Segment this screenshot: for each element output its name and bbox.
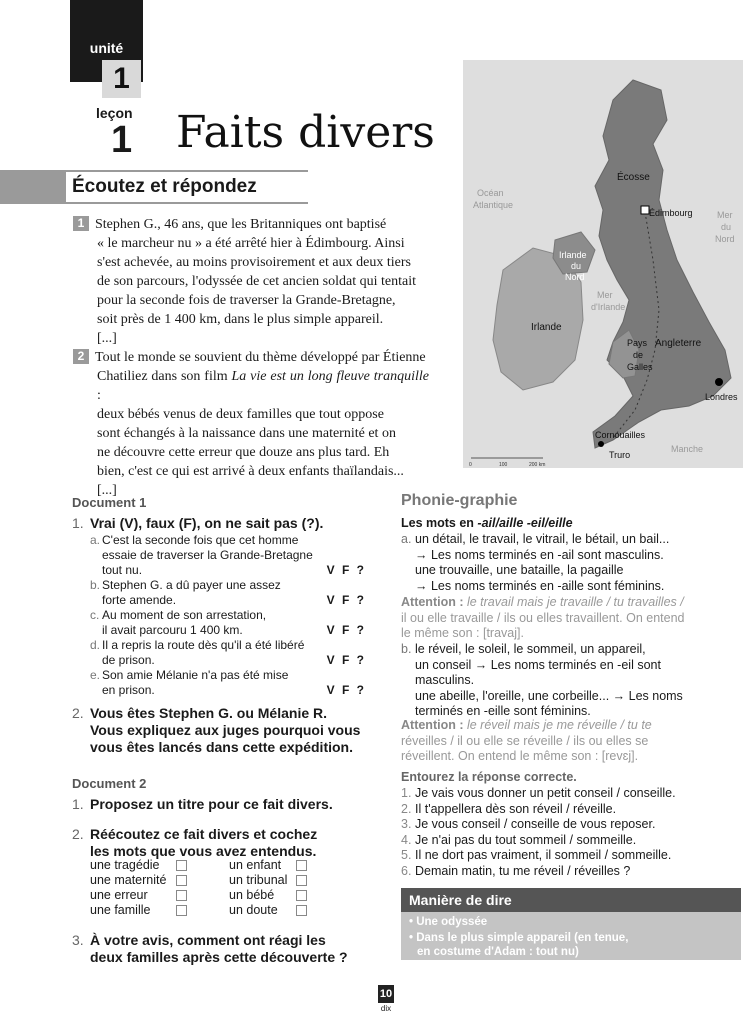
question-text: Proposez un titre pour ce fait divers. (90, 796, 333, 812)
page-number-text: dix (380, 1004, 392, 1013)
item-letter: b. (90, 578, 101, 592)
word-label: un bébé (229, 888, 275, 902)
attention-label: Attention : (401, 718, 464, 732)
word-checkbox[interactable] (296, 905, 307, 916)
paragraph-line: soit près de 1 400 km, dans le plus simple appareil. (97, 312, 384, 327)
item-line: Son amie Mélanie n'a pas été mise (102, 668, 289, 682)
paragraph-2 (73, 348, 429, 500)
item-number: 6. (401, 863, 412, 878)
scale-label: 100 (499, 462, 508, 468)
item-letter: c. (90, 608, 100, 622)
truro-label: Truro (609, 450, 631, 460)
question-text: À votre avis, comment ont réagi les (90, 932, 326, 948)
subheading-text: Les mots en (401, 516, 478, 530)
item-number: 4. (401, 832, 412, 847)
word-label: une tragédie (90, 858, 160, 872)
irlande-label: Irlande (531, 322, 562, 333)
phonie-a (401, 532, 721, 594)
uk-map (463, 60, 743, 468)
paragraph-line: « le marcheur nu » a été arrêté hier à Édimbourg. Ainsi (97, 236, 405, 251)
pays-galles-label: Pays (627, 338, 648, 348)
attention-line: réveilles / il ou elle se réveille / ils ou elles se (401, 733, 649, 748)
film-title: La vie est un long fleuve tranquille (231, 369, 429, 384)
question-number: 2. (72, 826, 84, 842)
item-line: forte amende. (102, 593, 177, 607)
doc2-question-2 (72, 826, 382, 860)
word-checkbox[interactable] (296, 890, 307, 901)
list-item[interactable] (401, 864, 721, 880)
doc2-question-3 (72, 932, 382, 966)
phonie-line: le réveil, le soleil, le sommeil, un appareil, (415, 642, 646, 656)
section-title: Écoutez et répondez (66, 172, 308, 202)
vf-choice[interactable]: V F ? (326, 593, 366, 607)
paragraph-line: ne découvre cette erreur que douze ans plus tard. Eh (97, 445, 390, 460)
question-text: vous êtes lancés dans cette expédition. (90, 739, 353, 755)
attention-1 (401, 595, 721, 642)
pays-galles-label: de (633, 350, 644, 360)
item-letter: d. (90, 638, 101, 652)
paragraph-number: 1 (73, 216, 89, 231)
phonie-subheading (401, 516, 721, 532)
paragraph-line: [...] (97, 483, 117, 498)
item-line: de prison. (102, 653, 155, 667)
list-item[interactable] (401, 786, 721, 802)
maniere-item: • Dans le plus simple appareil (en tenue, (409, 932, 629, 944)
ocean-label: Océan (477, 188, 504, 198)
list-item[interactable] (401, 833, 721, 849)
word-item (229, 903, 329, 918)
word-label: une famille (90, 903, 151, 917)
doc1-question-1 (72, 515, 372, 532)
vf-choice[interactable]: V F ? (326, 653, 366, 667)
word-item (229, 858, 329, 873)
attention-2 (401, 718, 721, 765)
question-text: Vrai (V), faux (F), on ne sait pas (?). (90, 515, 324, 531)
maniere-de-dire-box (401, 888, 741, 960)
doc2-heading: Document 2 (72, 776, 147, 791)
word-checkbox[interactable] (176, 890, 187, 901)
paragraph-1 (73, 215, 429, 348)
checkboxes-left (172, 858, 187, 918)
manche-label: Manche (671, 444, 704, 454)
paragraph-line: Chatiliez dans son film (97, 369, 232, 384)
item-line: Il a repris la route dès qu'il a été libéré (102, 638, 305, 652)
phonie-line: un détail, le travail, le vitrail, le bétail, un bail... (415, 532, 670, 546)
scale-label: 0 (469, 462, 472, 468)
maniere-item: • Une odyssée (409, 916, 488, 928)
mer-irlande-label: Mer (597, 290, 613, 300)
irlande-nord-label: Nord (565, 272, 585, 282)
item-letter: a. (90, 533, 101, 547)
question-text: Vous expliquez aux juges pourquoi vous (90, 722, 361, 738)
phonie-line: → Les noms terminés en -ail sont masculins. (415, 547, 664, 562)
word-checkbox[interactable] (296, 860, 307, 871)
word-checkbox[interactable] (176, 905, 187, 916)
item-text: Je vais vous donner un petit conseil / conseille. (415, 786, 676, 800)
cornouailles-label: Cornouailles (595, 430, 646, 440)
word-label: une maternité (90, 873, 167, 887)
phonie-heading: Phonie-graphie (401, 492, 518, 509)
item-text: Il ne dort pas vraiment, il sommeil / sommeille. (415, 848, 672, 862)
mer-nord-label: Mer (717, 210, 733, 220)
word-checkbox[interactable] (296, 875, 307, 886)
londres-label: Londres (705, 392, 738, 402)
word-label: une erreur (90, 888, 148, 902)
attention-line: le travail mais je travaille / tu travailles / (466, 595, 684, 609)
item-letter: a. (401, 532, 412, 546)
map-graphic (463, 60, 743, 468)
entourez-heading: Entourez la réponse correcte. (401, 770, 577, 784)
question-number: 1. (72, 515, 84, 531)
paragraph-line: bien, c'est ce qui est arrivé à deux enfants thaïlandais... (97, 464, 404, 479)
list-item[interactable] (401, 802, 721, 818)
list-item[interactable] (401, 817, 721, 833)
item-letter: b. (401, 642, 412, 656)
vf-item (90, 578, 366, 608)
vf-choice[interactable]: V F ? (326, 623, 366, 637)
scale-label: 200 km (529, 462, 546, 468)
angleterre-label: Angleterre (655, 338, 702, 349)
word-label: un tribunal (229, 873, 288, 887)
unite-number: 1 (102, 60, 141, 98)
attention-line: le réveil mais je me réveille / tu te (466, 718, 652, 732)
edimbourg-label: Édimbourg (649, 208, 693, 218)
item-letter: e. (90, 668, 101, 682)
item-line: il avait parcouru 1 400 km. (102, 623, 243, 637)
attention-line: réveillent. On entend le même son : [revɛj]. (401, 749, 639, 763)
doc1-heading: Document 1 (72, 495, 147, 510)
item-number: 2. (401, 801, 412, 816)
doc2-question-1 (72, 796, 382, 813)
item-line: C'est la seconde fois que cet homme (102, 533, 299, 547)
paragraph-number: 2 (73, 349, 89, 364)
maniere-item: en costume d'Adam : tout nu) (417, 946, 579, 958)
word-checkbox[interactable] (176, 860, 187, 871)
checkboxes-right (292, 858, 307, 918)
paragraph-line: s'est achevée, au moins provisoirement et aux deux tiers (97, 255, 411, 270)
page-number: 10 (378, 985, 394, 1003)
doc1-items (90, 533, 366, 698)
phonie-b (401, 642, 721, 720)
paragraph-line: de son parcours, l'odyssée de cet ancien soldat qui tentait (97, 274, 416, 289)
word-list-right (229, 858, 329, 918)
phonie-line: terminés en -eille sont féminins. (415, 704, 591, 718)
question-text: les mots que vous avez entendus. (90, 843, 317, 859)
item-line: tout nu. (102, 563, 143, 577)
item-number: 3. (401, 817, 412, 831)
page-title: Faits divers (176, 107, 435, 158)
item-text: Demain matin, tu me réveil / réveilles ? (415, 863, 631, 878)
question-text: Réécoutez ce fait divers et cochez (90, 826, 318, 842)
vf-choice[interactable]: V F ? (326, 563, 366, 577)
mer-irlande-label: d'Irlande (591, 302, 626, 312)
unite-label: unité (89, 40, 124, 56)
word-item (229, 873, 329, 888)
lecon-label: leçon (96, 105, 133, 121)
word-label: un enfant (229, 858, 282, 872)
paragraph-line: [...] (97, 331, 117, 346)
item-line: essaie de traverser la Grande-Bretagne (102, 548, 313, 562)
item-text: Il t'appellera dès son réveil / réveille. (415, 801, 617, 816)
doc1-question-2 (72, 705, 382, 756)
item-line: Au moment de son arrestation, (102, 608, 267, 622)
ecosse-label: Écosse (617, 172, 650, 183)
word-label: un doute (229, 903, 278, 917)
phonie-line: une trouvaille, une bataille, la pagaille (415, 563, 624, 577)
paragraph-line: Stephen G., 46 ans, que les Britanniques ont baptisé (95, 217, 387, 232)
word-checkbox[interactable] (176, 875, 187, 886)
paragraph-line: deux bébés venus de deux familles que tout oppose (97, 407, 384, 422)
phonie-line: masculins. (415, 673, 475, 687)
ocean-label: Atlantique (473, 200, 514, 210)
question-number: 2. (72, 705, 84, 721)
question-number: 1. (72, 796, 84, 812)
section-bar (0, 170, 308, 204)
lecon-number: 1 (111, 119, 133, 161)
word-item (229, 888, 329, 903)
attention-line: le même son : [travaj]. (401, 626, 524, 640)
vf-item (90, 533, 366, 578)
mer-nord-label: Nord (715, 234, 735, 244)
question-text: Vous êtes Stephen G. ou Mélanie R. (90, 705, 328, 721)
attention-line: il ou elle travaille / ils ou elles travaillent. On entend (401, 610, 685, 625)
irlande-nord-label: du (571, 261, 582, 271)
vf-item (90, 608, 366, 638)
paragraph-line: sont échangés à la naissance dans une maternité et on (97, 426, 396, 441)
paragraph-line: Tout le monde se souvient du thème développé par Étienne (95, 350, 426, 365)
maniere-heading: Manière de dire (401, 888, 741, 912)
vf-choice[interactable]: V F ? (326, 683, 366, 697)
item-line: Stephen G. a dû payer une assez (102, 578, 281, 592)
paragraph-line: : (97, 388, 101, 403)
attention-label: Attention : (401, 595, 464, 609)
pays-galles-label: Galles (627, 362, 653, 372)
item-line: en prison. (102, 683, 155, 697)
list-item[interactable] (401, 848, 721, 864)
paragraph-line: pour la seconde fois de traverser la Grande-Bretagne, (97, 293, 396, 308)
item-text: Je vous conseil / conseille de vous reposer. (415, 817, 656, 831)
mer-nord-label: du (721, 222, 732, 232)
vf-item (90, 638, 366, 668)
irlande-nord-label: Irlande (559, 250, 587, 260)
phonie-line: un conseil → Les noms terminés en -eil sont (415, 657, 661, 672)
entourez-list (401, 786, 721, 879)
item-text: Je n'ai pas du tout sommeil / sommeille. (415, 832, 637, 847)
phonie-line: → Les noms terminés en -aille sont féminins. (415, 578, 665, 593)
item-number: 5. (401, 848, 412, 862)
question-number: 3. (72, 932, 84, 948)
item-number: 1. (401, 786, 412, 800)
subheading-suffixes: -ail/aille -eil/eille (477, 516, 573, 530)
vf-item (90, 668, 366, 698)
phonie-line: une abeille, l'oreille, une corbeille... → Les noms (415, 688, 683, 703)
question-text: deux familles après cette découverte ? (90, 949, 348, 965)
